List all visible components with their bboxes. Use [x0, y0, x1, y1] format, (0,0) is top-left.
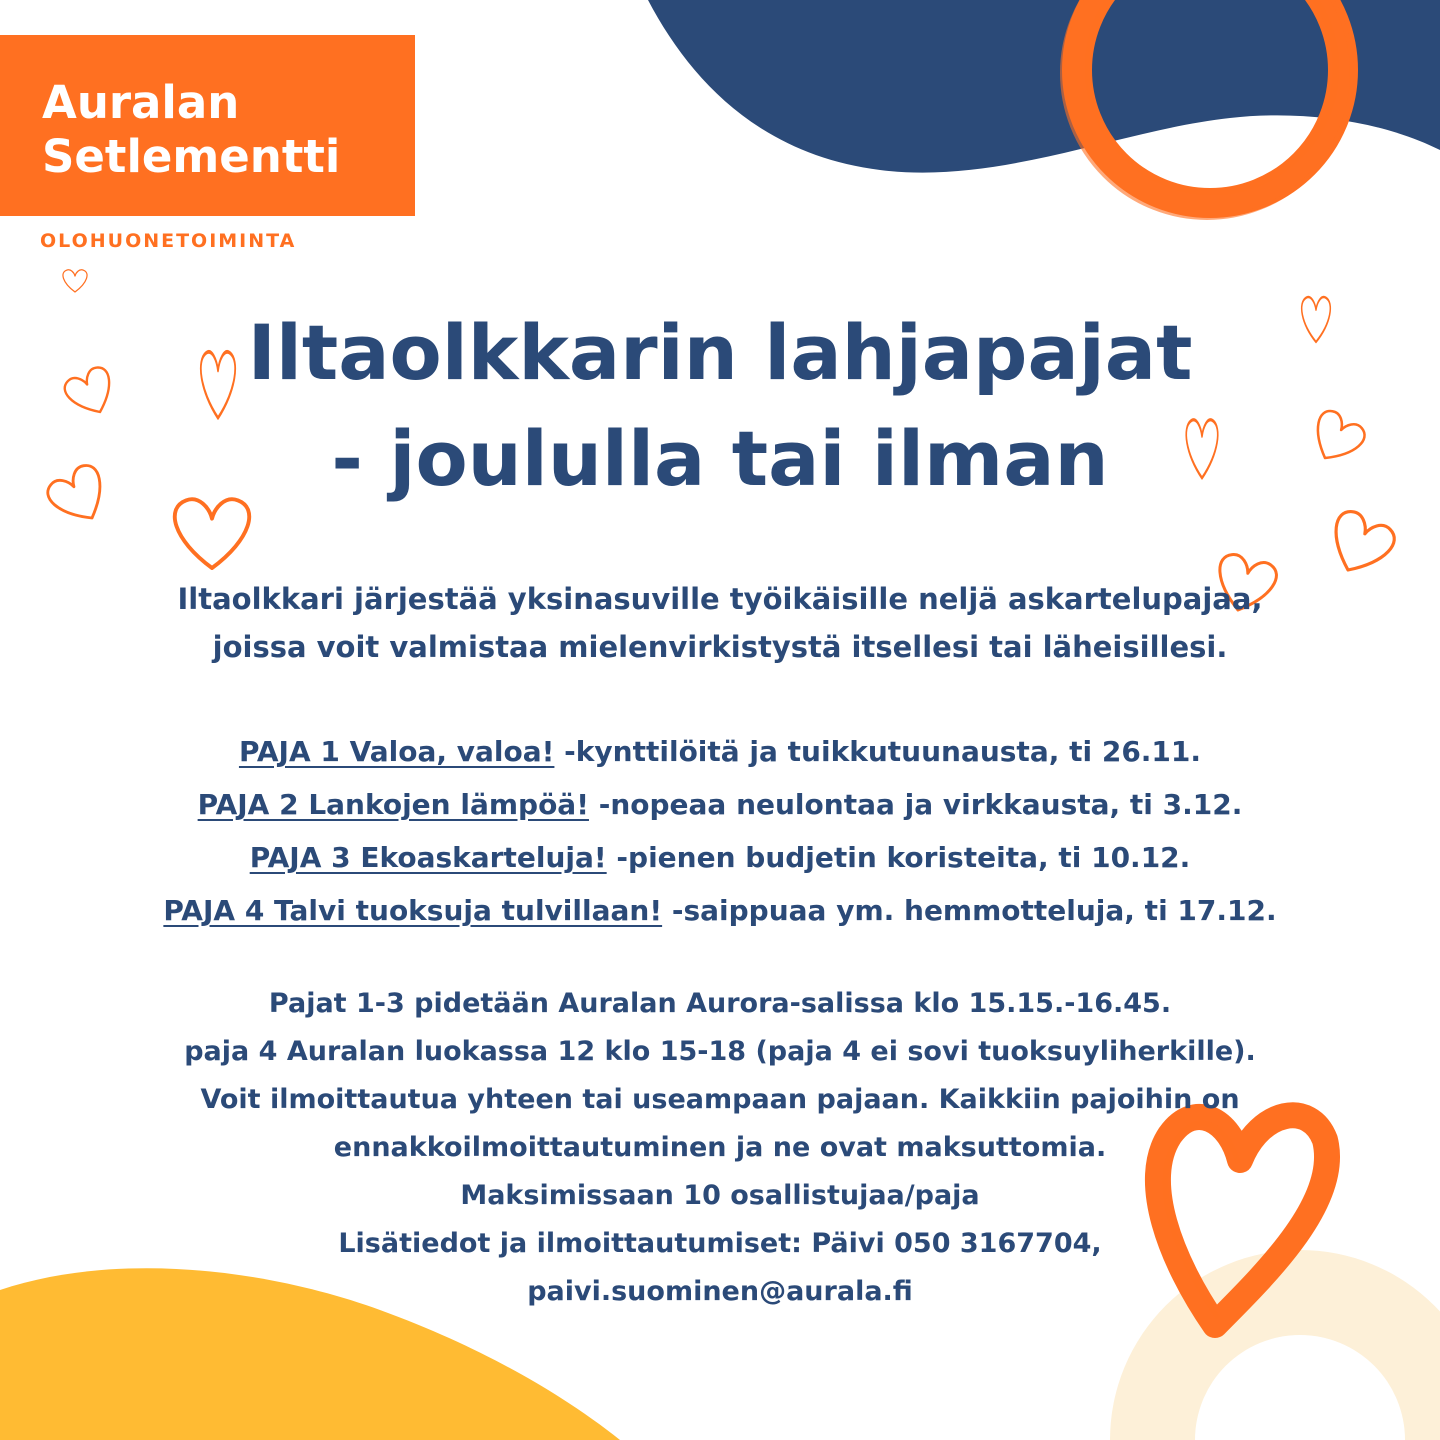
info-line2: paja 4 Auralan luokassa 12 klo 15-18 (paja 4 ei sovi tuoksuyliherkille).	[184, 1036, 1256, 1067]
info-line3: Voit ilmoittautua yhteen tai useampaan pajaan. Kaikkiin pajoihin on	[200, 1084, 1240, 1115]
info-line1: Pajat 1-3 pidetään Auralan Aurora-salissa klo 15.15.-16.45.	[268, 988, 1172, 1019]
brand-subtitle: OLOHUONETOIMINTA	[40, 230, 297, 252]
workshop-desc: -saippuaa ym. hemmotteluja, ti 17.12.	[662, 894, 1277, 927]
workshop-item	[0, 884, 1440, 937]
workshop-item	[0, 831, 1440, 884]
intro-line1: Iltaolkkari järjestää yksinasuville työikäisille neljä askartelupajaa,	[177, 582, 1263, 616]
intro-line2: joissa voit valmistaa mielenvirkistystä itsellesi tai läheisillesi.	[212, 630, 1228, 664]
info-line5: Maksimissaan 10 osallistujaa/paja	[460, 1180, 980, 1211]
workshop-name: PAJA 3 Ekoaskarteluja!	[249, 841, 607, 874]
heart-outline-icon	[63, 270, 87, 292]
workshop-desc: -pienen budjetin koristeita, ti 10.12.	[606, 841, 1191, 874]
workshop-name: PAJA 2 Lankojen lämpöä!	[197, 788, 589, 821]
workshop-item	[0, 725, 1440, 778]
workshop-item	[0, 778, 1440, 831]
workshop-list	[0, 725, 1440, 937]
info-line4: ennakkoilmoittautuminen ja ne ovat maksuttomia.	[333, 1132, 1107, 1163]
page-title	[0, 300, 1440, 512]
intro-text	[0, 575, 1440, 671]
info-text	[0, 980, 1440, 1316]
title-line2: - joululla tai ilman	[331, 414, 1109, 503]
workshop-name: PAJA 1 Valoa, valoa!	[238, 735, 555, 768]
brand-logo	[42, 76, 402, 184]
heart-outline-icon	[1321, 507, 1399, 583]
workshop-desc: -kynttilöitä ja tuikkutuunausta, ti 26.11.	[554, 735, 1202, 768]
workshop-desc: -nopeaa neulontaa ja virkkausta, ti 3.12.	[588, 788, 1243, 821]
contact-email[interactable]: paivi.suominen@aurala.fi	[527, 1276, 913, 1307]
workshop-name: PAJA 4 Talvi tuoksuja tulvillaan!	[163, 894, 663, 927]
info-line6: Lisätiedot ja ilmoittautumiset: Päivi 050 3167704,	[338, 1228, 1102, 1259]
brand-name-line2: Setlementti	[42, 130, 341, 183]
title-line1: Iltaolkkarin lahjapajat	[247, 308, 1193, 397]
brand-name-line1: Auralan	[42, 76, 240, 129]
